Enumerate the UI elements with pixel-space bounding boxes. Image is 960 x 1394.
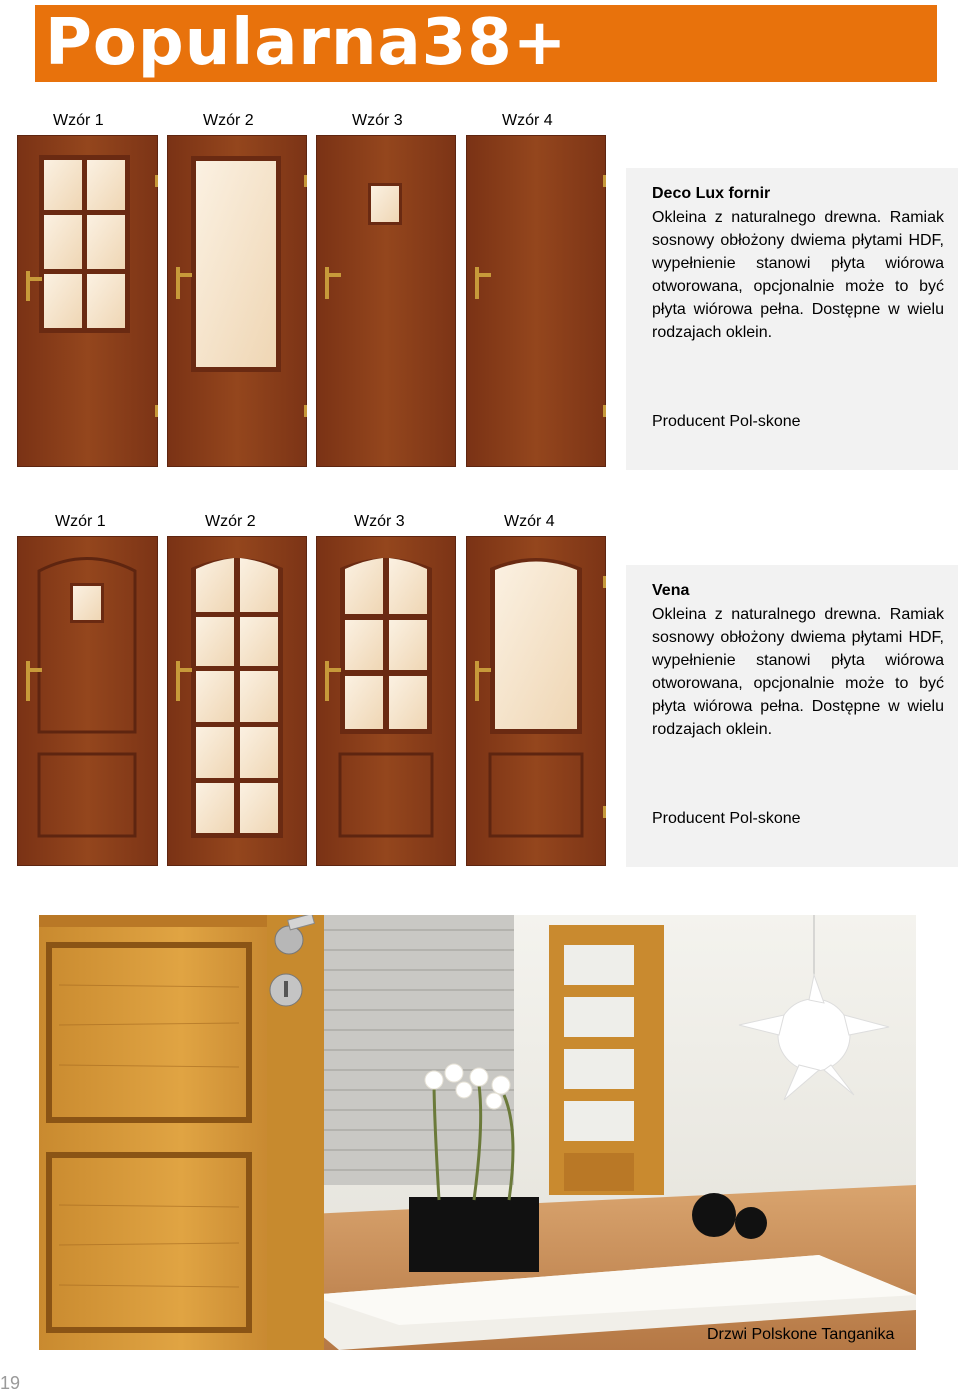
pattern-label-4: Wzór 4: [504, 513, 555, 530]
banner-title: Popularna38+: [45, 6, 568, 80]
door-image-pattern-4: [466, 135, 606, 467]
door-image-pattern-1: [17, 135, 158, 467]
title-banner: [35, 5, 937, 82]
producer-label: Producent Pol-skone: [652, 810, 801, 827]
interior-photo: [39, 915, 916, 1350]
door-image-pattern-2: [167, 135, 307, 467]
door-image-pattern-3: [316, 536, 456, 866]
background-door: [549, 925, 664, 1195]
producer-label: Producent Pol-skone: [652, 413, 801, 430]
product-name: Vena: [652, 582, 690, 599]
pattern-label-2: Wzór 2: [203, 112, 254, 129]
door-image-pattern-1: [17, 536, 158, 866]
foreground-door: [39, 915, 324, 1350]
product-name: Deco Lux fornir: [652, 185, 771, 202]
pattern-label-3: Wzór 3: [352, 112, 403, 129]
product-info-panel: [626, 168, 958, 470]
door-image-pattern-4: [466, 536, 606, 866]
photo-caption: Drzwi Polskone Tanganika: [707, 1326, 895, 1343]
product-description: Okleina z naturalnego drewna. Ramiak sosnowy obłożony dwiema płytami HDF, wypełnienie stanowi płyta wiórowa otworowana, opcjonalnie może to być płyta wiórowa pełna. Dostępne w wielu rodzajach oklein.: [652, 606, 944, 738]
pattern-label-2: Wzór 2: [205, 513, 256, 530]
door-image-pattern-2: [167, 536, 307, 866]
door-image-pattern-3: [316, 135, 456, 467]
product-info-panel: [626, 565, 958, 867]
product-description: Okleina z naturalnego drewna. Ramiak sosnowy obłożony dwiema płytami HDF, wypełnienie stanowi płyta wiórowa otworowana, opcjonalnie może to być płyta wiórowa pełna. Dostępne w wielu rodzajach oklein.: [652, 209, 944, 341]
page-number: 19: [0, 1373, 21, 1393]
pattern-label-1: Wzór 1: [53, 112, 104, 129]
interior-scene-illustration: [39, 915, 916, 1350]
pattern-label-4: Wzór 4: [502, 112, 553, 129]
window-blinds: [324, 915, 514, 1185]
pattern-label-3: Wzór 3: [354, 513, 405, 530]
pattern-label-1: Wzór 1: [55, 513, 106, 530]
